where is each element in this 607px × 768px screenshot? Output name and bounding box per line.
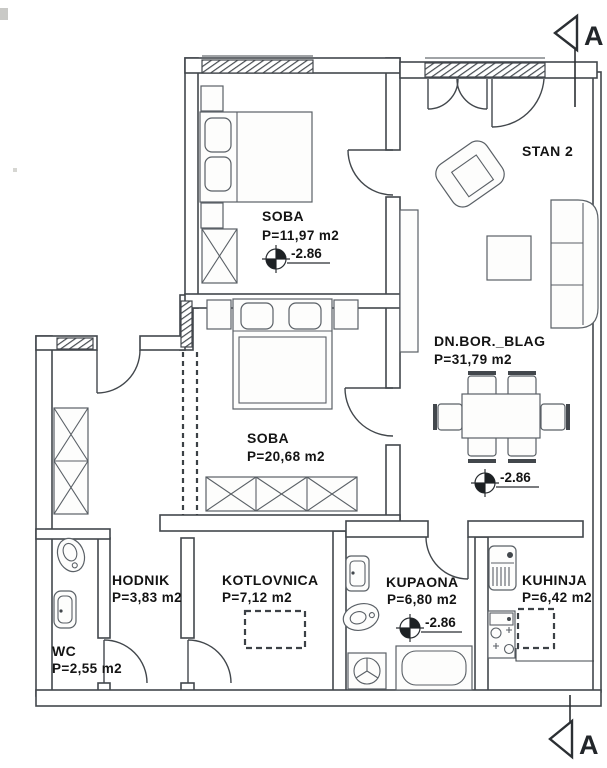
room-area-dnevni: P=31,79 m2 bbox=[434, 352, 512, 367]
level-marker-soba1 bbox=[262, 245, 330, 273]
level-marker-dnevni bbox=[471, 469, 539, 497]
door-kotlovnica bbox=[188, 640, 231, 683]
room-label-kotlovnica: KOTLOVNICA bbox=[222, 572, 319, 588]
sink-icon bbox=[54, 591, 76, 628]
washing-machine-icon bbox=[348, 653, 386, 689]
sofa-icon bbox=[551, 200, 598, 328]
coffee-table-icon bbox=[487, 236, 531, 280]
room-label-stan2: STAN 2 bbox=[522, 143, 574, 159]
window-balcony-doors bbox=[425, 63, 545, 77]
nightstand-icon bbox=[334, 300, 358, 329]
room-label-dnevni: DN.BOR._BLAG bbox=[434, 333, 546, 349]
nightstand-icon bbox=[201, 86, 223, 111]
dining-set-icon bbox=[435, 373, 568, 461]
room-area-soba1: P=11,97 m2 bbox=[262, 228, 340, 243]
bathtub-icon bbox=[396, 646, 472, 690]
kitchen-dashed-outline bbox=[518, 609, 554, 648]
room-label-wc: WC bbox=[52, 643, 77, 659]
sideboard-icon bbox=[400, 210, 418, 352]
counter-edge bbox=[516, 648, 594, 661]
scan-artifact bbox=[0, 8, 17, 172]
level-value: -2.86 bbox=[291, 246, 322, 261]
living-room-furniture bbox=[400, 136, 598, 461]
hall-wardrobe-icon bbox=[54, 408, 88, 514]
window-soba2-side bbox=[181, 301, 192, 347]
room-label-soba1: SOBA bbox=[262, 208, 305, 224]
room-area-hodnik: P=3,83 m2 bbox=[112, 590, 183, 605]
room-soba2-furniture bbox=[206, 299, 358, 511]
dashed-partition bbox=[183, 352, 197, 515]
room-label-kuhinja: KUHINJA bbox=[522, 572, 588, 588]
door-kupaona bbox=[426, 537, 468, 579]
room-area-kotlovnica: P=7,12 m2 bbox=[222, 590, 293, 605]
section-label-top: A bbox=[584, 21, 604, 51]
toilet-icon bbox=[53, 535, 89, 576]
level-marker-kupaona bbox=[396, 614, 462, 642]
room-area-soba2: P=20,68 m2 bbox=[247, 449, 325, 464]
armchair-icon bbox=[431, 136, 509, 211]
stove-icon bbox=[488, 611, 515, 658]
nightstand-icon bbox=[207, 300, 231, 329]
wardrobe-icon bbox=[202, 229, 237, 283]
level-value: -2.86 bbox=[425, 615, 456, 630]
section-label-bottom: A bbox=[579, 730, 599, 760]
room-label-soba2: SOBA bbox=[247, 430, 290, 446]
room-area-kupaona: P=6,80 m2 bbox=[387, 592, 458, 607]
wardrobe-icon bbox=[206, 477, 357, 511]
boiler-outline-dashed bbox=[245, 611, 305, 648]
window-entry-side bbox=[57, 338, 93, 349]
door-soba2 bbox=[345, 388, 393, 436]
level-value: -2.86 bbox=[500, 470, 531, 485]
room-label-kupaona: KUPAONA bbox=[386, 574, 459, 590]
nightstand-icon bbox=[201, 203, 223, 228]
door-balcony bbox=[428, 79, 544, 127]
room-area-wc: P=2,55 m2 bbox=[52, 661, 123, 676]
bed-icon bbox=[200, 112, 312, 202]
sink-icon bbox=[346, 556, 369, 591]
door-soba1 bbox=[348, 150, 393, 195]
room-label-hodnik: HODNIK bbox=[112, 572, 170, 588]
kitchen-sink-icon bbox=[489, 546, 516, 590]
room-area-kuhinja: P=6,42 m2 bbox=[522, 590, 593, 605]
bed-icon bbox=[233, 299, 332, 409]
door-entry bbox=[97, 350, 140, 393]
window-soba1 bbox=[202, 60, 313, 73]
wc-fixtures bbox=[53, 535, 89, 628]
